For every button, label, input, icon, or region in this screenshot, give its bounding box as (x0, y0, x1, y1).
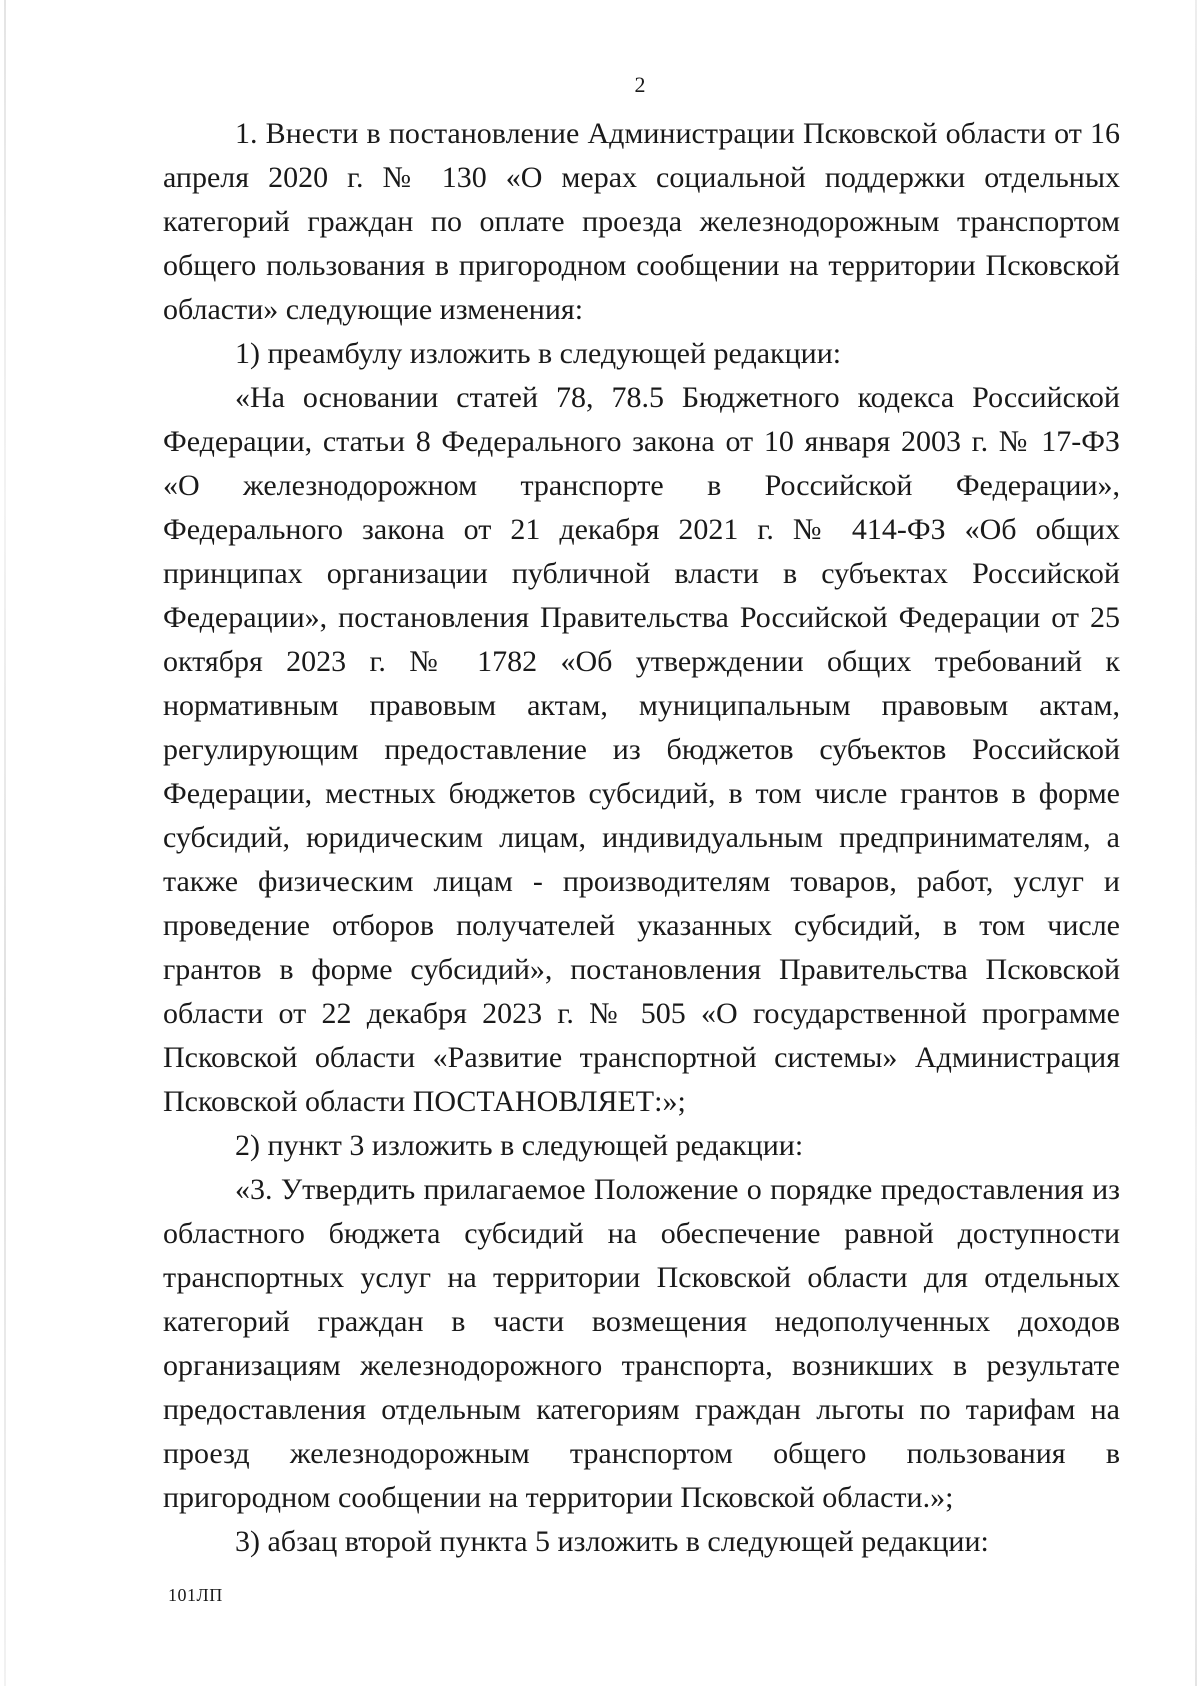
paragraph-item-2: 2) пункт 3 изложить в следующей редакции: (235, 1129, 804, 1162)
paragraph-preamble-text: «На основании статей 78, 78.5 Бюджетного кодекса Российской Федерации, статьи 8 Федерального закона от 10 января 2003 г. № 17-ФЗ «О железнодорожном транспорте в Российской Федерации», Федерального закона от 21 декабря 2021 г. № 414-ФЗ «Об общих принципах организации публичной власти в субъектах Российской Федерации», постановления Правительства Российской Федерации от 25 октября 2023 г. № 1782 «Об утверждении общих требований к нормативным правовым актам, муниципальным правовым актам, регулирующим предоставление из бюджетов субъектов Российской Федерации, местных бюджетов субсидий, в том числе грантов в форме субсидий, юридическим лицам, индивидуальным предпринимателям, а также физическим лицам - производителям товаров, работ, услуг и проведение отборов получателей указанных субсидий, в том числе грантов в форме субсидий», постановления Правительства Псковской области от 22 декабря 2023 г. № 505 «О государственной программе Псковской области «Развитие транспортной системы» Администрация Псковской области ПОСТАНОВЛЯЕТ:»; (163, 381, 1120, 1118)
paragraph-item-3: 3) абзац второй пункта 5 изложить в следующей редакции: (235, 1525, 989, 1558)
paragraph-item-1: 1) преамбулу изложить в следующей редакции: (235, 337, 842, 370)
document-footer-code: 101ЛП (168, 1585, 223, 1605)
document-body (163, 112, 1120, 1564)
paragraph-clause-3-text: «3. Утвердить прилагаемое Положение о порядке предоставления из областного бюджета субсидий на обеспечение равной доступности транспортных услуг на территории Псковской области для отдельных категорий граждан в части возмещения недополученных доходов организациям железнодорожного транспорта, возникших в результате предоставления отдельным категориям граждан льготы по тарифам на проезд железнодорожным транспортом общего пользования в пригородном сообщении на территории Псковской области.»; (163, 1173, 1120, 1514)
scan-edge-right (1195, 0, 1197, 1686)
page-number: 2 (634, 72, 646, 97)
scan-edge-left (4, 0, 6, 1686)
paragraph-amendment-intro: 1. Внести в постановление Администрации Псковской области от 16 апреля 2020 г. № 130 «О мерах социальной поддержки отдельных категорий граждан по оплате проезда железнодорожным транспортом общего пользования в пригородном сообщении на территории Псковской области» следующие изменения: (163, 117, 1120, 326)
